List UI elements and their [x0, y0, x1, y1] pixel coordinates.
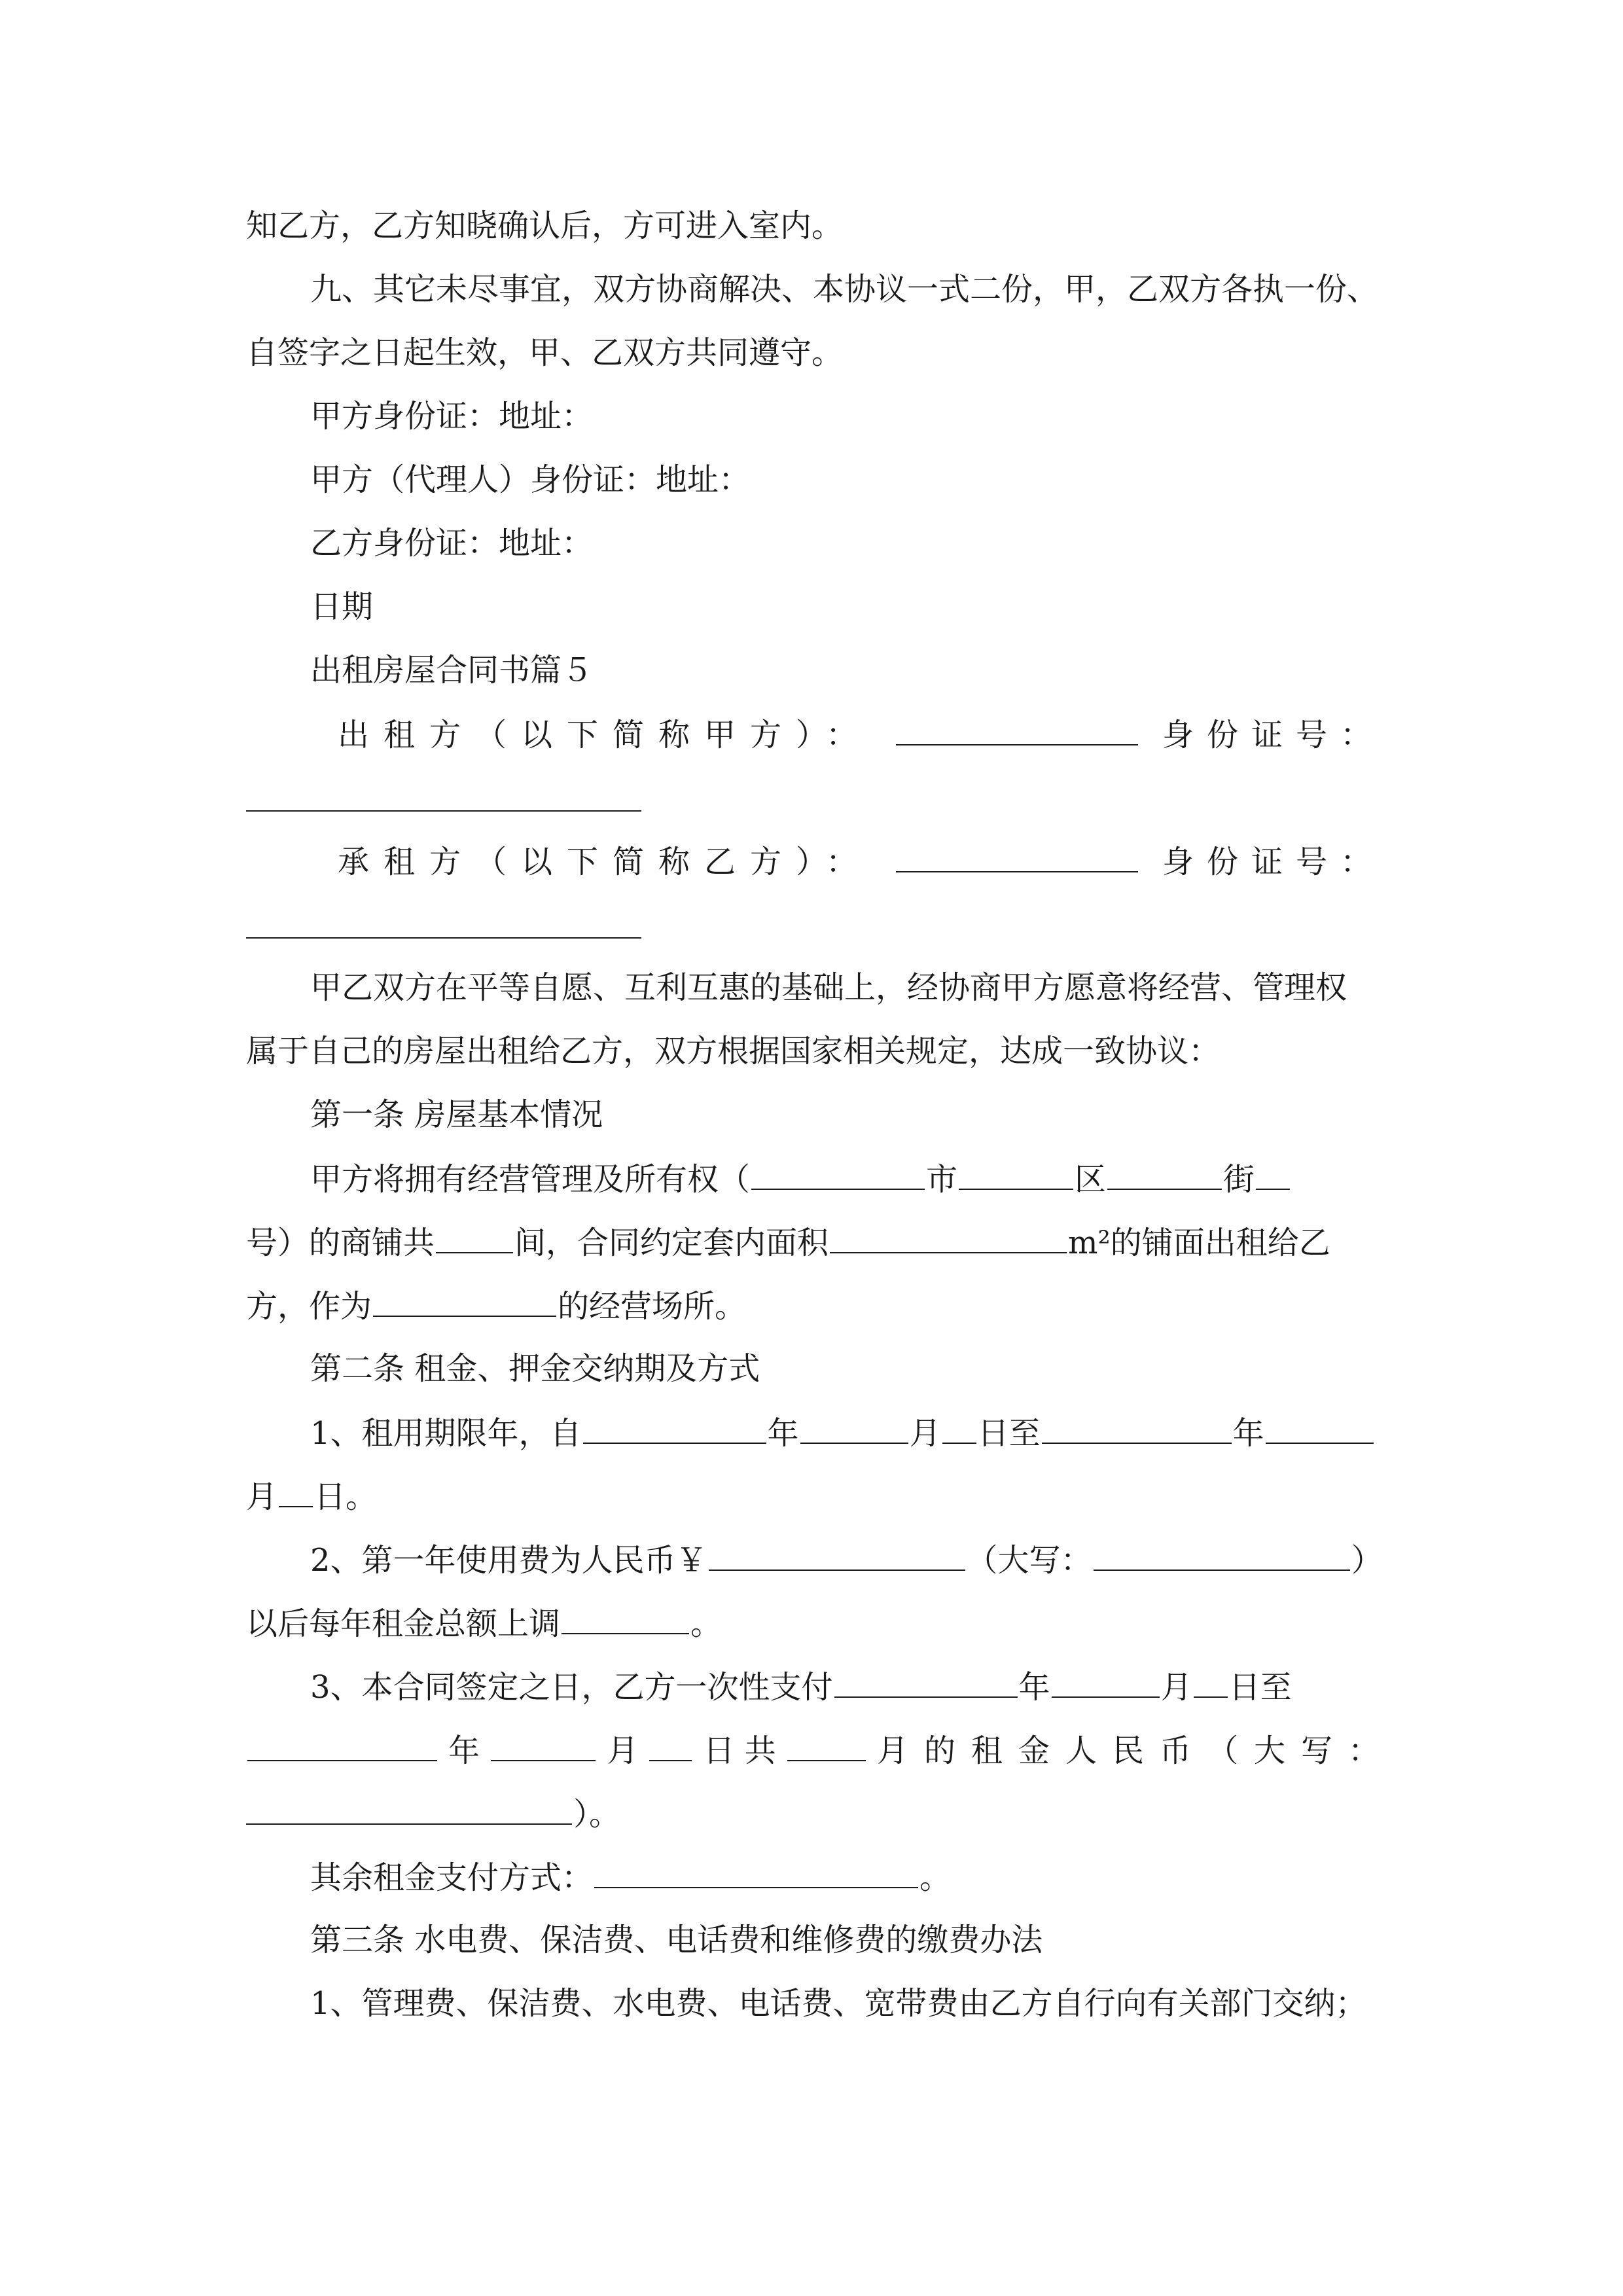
- article-1-line: [310, 1158, 1455, 1199]
- date-label: 日期: [310, 588, 374, 625]
- lessor-name-blank[interactable]: [896, 714, 1138, 745]
- rent-increase-blank[interactable]: [562, 1603, 689, 1634]
- article-1-line: [246, 1285, 1391, 1326]
- text: 年: [448, 1732, 480, 1769]
- fee-uppercase-blank[interactable]: [1094, 1539, 1350, 1571]
- text: 甲方将拥有经营管理及所有权（: [310, 1161, 751, 1198]
- signature-field-agent: 甲方（代理人）身份证：地址：: [310, 461, 751, 498]
- text: m²的铺面出租给乙: [1068, 1225, 1330, 1261]
- text: 日至: [977, 1415, 1041, 1452]
- paragraph-line: 知乙方，乙方知晓确认后，方可进入室内。: [246, 207, 844, 244]
- term-line: [310, 1412, 1455, 1453]
- district-blank[interactable]: [959, 1158, 1073, 1190]
- text: 。: [690, 1605, 722, 1642]
- first-year-fee-blank[interactable]: [709, 1539, 965, 1571]
- lessee-label: 承租方（以下简称乙方）：: [338, 844, 872, 880]
- other-payment-line: [310, 1857, 1455, 1897]
- text: 共: [744, 1732, 776, 1769]
- text: 月: [1160, 1669, 1192, 1706]
- fee-line: [246, 1603, 1391, 1643]
- number-blank[interactable]: [1256, 1158, 1290, 1190]
- text: ）。: [573, 1796, 621, 1833]
- text: 月: [246, 1479, 278, 1515]
- end-month-blank[interactable]: [1266, 1412, 1374, 1444]
- lessor-line: [338, 714, 1385, 755]
- room-count-blank[interactable]: [436, 1222, 513, 1253]
- text: 2、第一年使用费为人民币￥: [310, 1542, 707, 1579]
- article-1-line: [246, 1222, 1391, 1263]
- text: 年: [767, 1415, 799, 1452]
- text: 3、本合同签定之日，乙方一次性支付: [310, 1669, 833, 1706]
- text: 1、租用期限年，自: [310, 1415, 582, 1452]
- end-day-blank[interactable]: [279, 1476, 313, 1507]
- text: 月的租金人民币（大写：: [876, 1732, 1395, 1769]
- text: 月: [909, 1415, 941, 1452]
- lessor-label: 出租方（以下简称甲方）：: [338, 717, 872, 753]
- other-payment-blank[interactable]: [594, 1857, 918, 1888]
- text: 日: [703, 1732, 735, 1769]
- area-blank[interactable]: [830, 1222, 1067, 1253]
- business-use-blank[interactable]: [373, 1285, 556, 1317]
- text: （大写：: [966, 1542, 1092, 1579]
- text: 。: [919, 1859, 952, 1896]
- text: 以后每年租金总额上调: [246, 1605, 561, 1642]
- text: 的经营场所。: [558, 1288, 747, 1325]
- payment-line: [310, 1666, 1455, 1707]
- paragraph-line: 甲乙双方在平等自愿、互利互惠的基础上，经协商甲方愿意将经营、管理权: [310, 969, 1347, 1006]
- start-day-blank[interactable]: [942, 1412, 976, 1444]
- text: 月: [607, 1732, 639, 1769]
- payment-line: [246, 1793, 1391, 1834]
- text: 年: [1232, 1415, 1264, 1452]
- end-year-blank[interactable]: [1042, 1412, 1232, 1444]
- text: 街: [1223, 1161, 1255, 1198]
- section-title: 出租房屋合同书篇５: [310, 652, 594, 689]
- paragraph-line: 自签字之日起生效，甲、乙双方共同遵守。: [246, 334, 844, 371]
- text: 方，作为: [246, 1288, 372, 1325]
- text: 其余租金支付方式：: [310, 1859, 594, 1896]
- term-line: [246, 1476, 1391, 1516]
- article-heading: 第一条 房屋基本情况: [310, 1096, 603, 1133]
- street-blank[interactable]: [1107, 1158, 1222, 1190]
- id-label: 身份证号：: [1162, 844, 1385, 880]
- pay-end-day-blank[interactable]: [649, 1730, 692, 1761]
- lessee-name-blank[interactable]: [896, 841, 1138, 872]
- text: 日至: [1228, 1669, 1292, 1706]
- article-heading: 第三条 水电费、保洁费、电话费和维修费的缴费办法: [310, 1922, 1043, 1958]
- pay-end-year-blank[interactable]: [247, 1730, 437, 1761]
- article-heading: 第二条 租金、押金交纳期及方式: [310, 1350, 760, 1387]
- lessee-line: [338, 841, 1385, 882]
- id-label: 身份证号：: [1162, 717, 1385, 753]
- text: ）: [1351, 1542, 1383, 1579]
- text: 号）的商铺共: [246, 1225, 435, 1261]
- paragraph-line: 九、其它未尽事宜，双方协商解决、本协议一式二份，甲，乙双方各执一份、: [310, 271, 1379, 308]
- payment-line: [246, 1730, 1395, 1770]
- start-year-blank[interactable]: [583, 1412, 766, 1444]
- text: 年: [1018, 1669, 1050, 1706]
- signature-field-party-b: 乙方身份证：地址：: [310, 525, 594, 562]
- text: 区: [1075, 1161, 1107, 1198]
- text: 日。: [314, 1479, 378, 1515]
- paragraph-line: 属于自己的房屋出租给乙方，双方根据国家相关规定，达成一致协议：: [246, 1033, 1221, 1069]
- city-blank[interactable]: [751, 1158, 925, 1190]
- text: 市: [926, 1161, 958, 1198]
- paragraph-line: 1、管理费、保洁费、水电费、电话费、宽带费由乙方自行向有关部门交纳；: [310, 1985, 1367, 2022]
- rent-uppercase-blank[interactable]: [246, 1793, 572, 1825]
- pay-month-blank[interactable]: [1052, 1666, 1160, 1698]
- pay-year-blank[interactable]: [834, 1666, 1018, 1698]
- fee-line: [310, 1539, 1455, 1580]
- pay-day-blank[interactable]: [1194, 1666, 1228, 1698]
- pay-end-month-blank[interactable]: [491, 1730, 596, 1761]
- lessee-id-blank[interactable]: [246, 937, 641, 939]
- start-month-blank[interactable]: [800, 1412, 908, 1444]
- months-blank[interactable]: [787, 1730, 866, 1761]
- lessor-id-blank[interactable]: [246, 810, 641, 812]
- text: 间，合同约定套内面积: [514, 1225, 829, 1261]
- signature-field-party-a: 甲方身份证：地址：: [310, 398, 594, 435]
